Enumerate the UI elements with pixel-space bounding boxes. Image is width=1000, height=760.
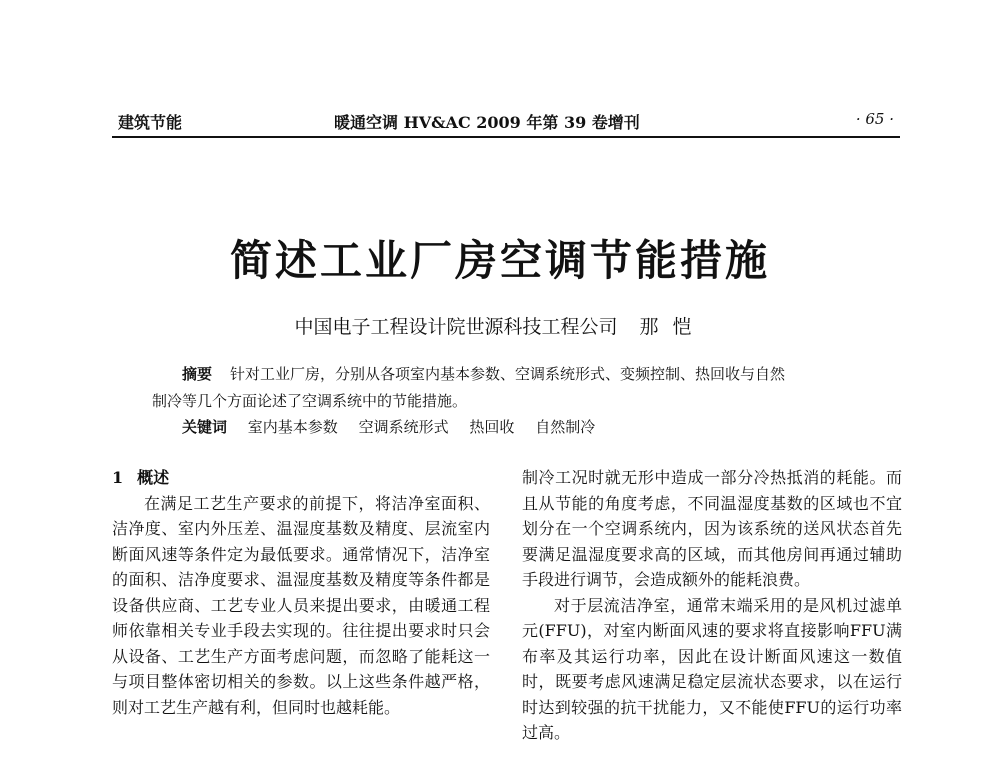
section-heading xyxy=(112,465,490,491)
right-column xyxy=(522,465,902,746)
section-title: 概述 xyxy=(137,468,170,487)
abstract-label: 摘要 xyxy=(182,365,213,383)
keyword: 热回收 xyxy=(469,418,515,436)
body-paragraph-continued: 制冷工况时就无形中造成一部分冷热抵消的耗能。而且从节能的角度考虑，不同温湿度基数的区域也不宜划分在一个空调系统内，因为该系统的送风状态首先要满足温湿度要求高的区域，而其他房间再通过辅助手段进行调节，会造成额外的能耗浪费。 xyxy=(522,468,902,589)
body-paragraph: 对于层流洁净室，通常末端采用的是风机过滤单元(FFU)，对室内断面风速的要求将直接影响FFU满布率及其运行功率，因此在设计断面风速这一数值时，既要考虑风速满足稳定层流状态要求，以在运行时达到较强的抗干扰能力，又不能使FFU的运行功率过高。 xyxy=(522,595,902,742)
header-section-label: 建筑节能 xyxy=(118,113,183,132)
keywords-label: 关键词 xyxy=(182,418,228,436)
body-paragraph: 在满足工艺生产要求的前提下，将洁净室面积、洁净度、室内外压差、温湿度基数及精度、层流室内断面风速等条件定为最低要求。通常情况下，洁净室的面积、洁净度要求、温湿度基数及精度等条件都是设备供应商、工艺专业人员来提出要求，由暖通工程师依靠相关专业手段去实现的。往往提出要求时只会从设备、工艺生产方面考虑问题，而忽略了能耗这一与项目整体密切相关的参数。以上这些条件越严格，则对工艺生产越有利，但同时也越耗能。 xyxy=(112,493,490,717)
abstract xyxy=(152,361,882,415)
organization: 中国电子工程设计院世源科技工程公司 xyxy=(294,316,618,338)
abstract-text-line2: 制冷等几个方面论述了空调系统中的节能措施。 xyxy=(152,392,468,410)
author-affiliation xyxy=(0,312,1000,339)
keyword: 室内基本参数 xyxy=(247,418,338,436)
section-number: 1 xyxy=(112,468,124,487)
page-number: · 65 · xyxy=(855,110,894,128)
author-name: 那恺 xyxy=(639,316,706,338)
article-title: 简述工业厂房空调节能措施 xyxy=(229,236,770,285)
header-journal-info: 暖通空调 HV&AC 2009 年第 39 卷增刊 xyxy=(334,113,640,132)
running-header xyxy=(112,110,900,138)
left-column xyxy=(112,465,490,720)
abstract-text-line1: 针对工业厂房，分别从各项室内基本参数、空调系统形式、变频控制、热回收与自然 xyxy=(230,365,786,383)
keyword: 自然制冷 xyxy=(535,418,596,436)
keyword: 空调系统形式 xyxy=(358,418,449,436)
keywords xyxy=(182,416,611,437)
